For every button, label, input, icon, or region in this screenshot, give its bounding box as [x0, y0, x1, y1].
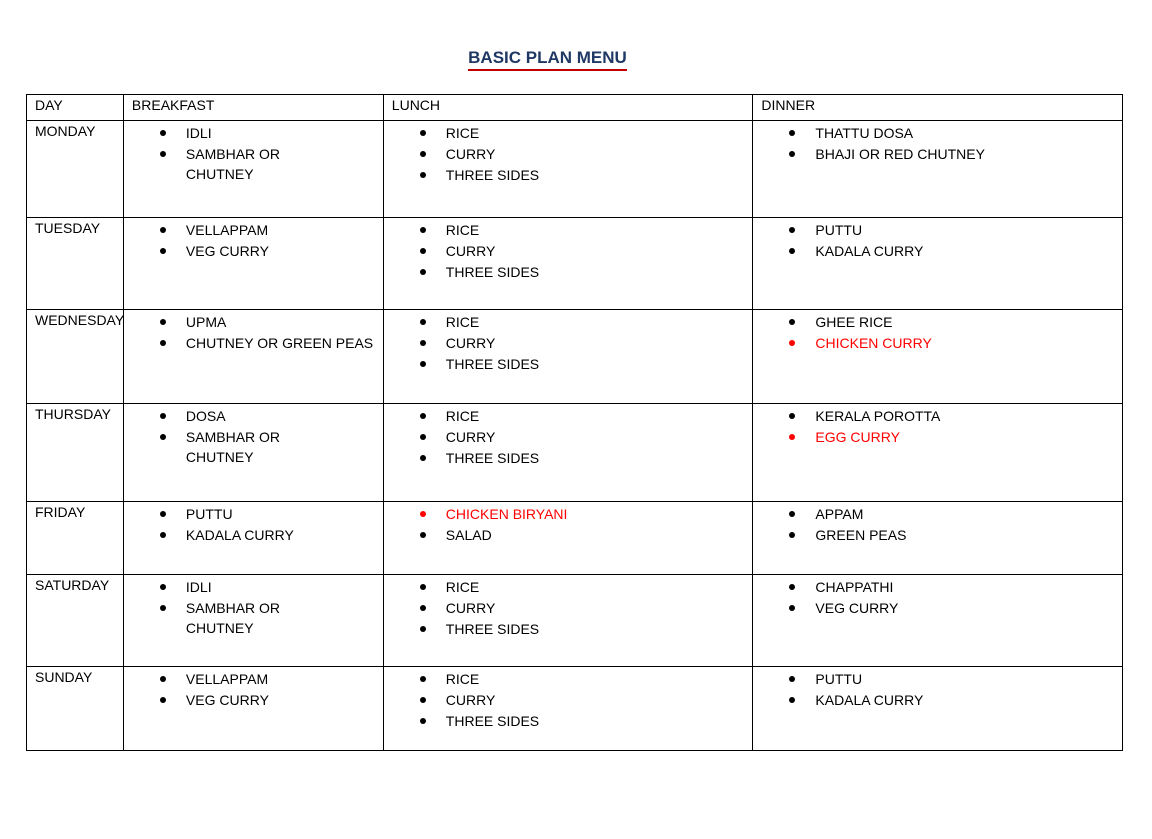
day-cell: FRIDAY — [27, 502, 124, 575]
list-item: BHAJI OR RED CHUTNEY — [815, 144, 1114, 164]
list-item-highlighted: CHICKEN BIRYANI — [446, 504, 745, 524]
list-item: CURRY — [446, 144, 745, 164]
list-item: CURRY — [446, 241, 745, 261]
dinner-cell — [753, 218, 1123, 310]
lunch-cell — [383, 404, 753, 502]
list-item: KERALA POROTTA — [815, 406, 1114, 426]
dinner-list — [761, 504, 1114, 545]
header-day: DAY — [27, 95, 124, 121]
list-item: THREE SIDES — [446, 354, 745, 374]
lunch-cell — [383, 121, 753, 218]
dinner-list — [761, 220, 1114, 261]
lunch-list — [392, 406, 745, 468]
dinner-list — [761, 577, 1114, 618]
list-item: VELLAPPAM — [186, 669, 306, 689]
page-title — [0, 48, 1095, 71]
breakfast-list — [132, 312, 375, 353]
breakfast-cell — [123, 575, 383, 667]
lunch-cell — [383, 218, 753, 310]
lunch-list — [392, 123, 745, 185]
list-item: THREE SIDES — [446, 619, 745, 639]
list-item: VEG CURRY — [186, 690, 306, 710]
list-item: THREE SIDES — [446, 262, 745, 282]
day-cell: TUESDAY — [27, 218, 124, 310]
list-item: DOSA — [186, 406, 306, 426]
list-item: RICE — [446, 669, 745, 689]
list-item: VELLAPPAM — [186, 220, 306, 240]
day-cell: THURSDAY — [27, 404, 124, 502]
list-item: THREE SIDES — [446, 165, 745, 185]
list-item: SAMBHAR OR CHUTNEY — [186, 144, 306, 184]
dinner-list — [761, 669, 1114, 710]
list-item: IDLI — [186, 577, 306, 597]
dinner-cell — [753, 310, 1123, 404]
list-item: APPAM — [815, 504, 1114, 524]
dinner-list — [761, 123, 1114, 164]
lunch-cell — [383, 667, 753, 751]
list-item: RICE — [446, 406, 745, 426]
list-item: RICE — [446, 577, 745, 597]
breakfast-cell — [123, 218, 383, 310]
list-item: RICE — [446, 123, 745, 143]
list-item: VEG CURRY — [186, 241, 306, 261]
list-item: SAMBHAR OR CHUTNEY — [186, 598, 306, 638]
list-item: RICE — [446, 220, 745, 240]
day-cell: MONDAY — [27, 121, 124, 218]
table-row — [27, 121, 1123, 218]
list-item: IDLI — [186, 123, 306, 143]
list-item: PUTTU — [815, 220, 1114, 240]
header-dinner: DINNER — [753, 95, 1123, 121]
list-item: KADALA CURRY — [815, 241, 1114, 261]
dinner-list — [761, 312, 1114, 353]
list-item: CURRY — [446, 598, 745, 618]
list-item: PUTTU — [815, 669, 1114, 689]
dinner-cell — [753, 121, 1123, 218]
dinner-list — [761, 406, 1114, 447]
dinner-cell — [753, 575, 1123, 667]
breakfast-list — [132, 577, 375, 638]
breakfast-list — [132, 669, 375, 710]
dinner-cell — [753, 404, 1123, 502]
list-item: THREE SIDES — [446, 711, 745, 731]
lunch-cell — [383, 310, 753, 404]
list-item: GREEN PEAS — [815, 525, 1114, 545]
lunch-list — [392, 577, 745, 639]
header-row — [27, 95, 1123, 121]
list-item: VEG CURRY — [815, 598, 1114, 618]
list-item: CURRY — [446, 427, 745, 447]
list-item: SAMBHAR OR CHUTNEY — [186, 427, 306, 467]
list-item: PUTTU — [186, 504, 306, 524]
list-item: KADALA CURRY — [186, 525, 336, 545]
table-row — [27, 575, 1123, 667]
list-item: UPMA — [186, 312, 306, 332]
list-item: CURRY — [446, 690, 745, 710]
list-item: RICE — [446, 312, 745, 332]
header-breakfast: BREAKFAST — [123, 95, 383, 121]
lunch-list — [392, 669, 745, 731]
list-item: KADALA CURRY — [815, 690, 1114, 710]
lunch-list — [392, 312, 745, 374]
table-row — [27, 404, 1123, 502]
list-item: GHEE RICE — [815, 312, 1114, 332]
dinner-cell — [753, 667, 1123, 751]
lunch-list — [392, 220, 745, 282]
list-item: CHUTNEY OR GREEN PEAS — [186, 333, 386, 353]
header-lunch: LUNCH — [383, 95, 753, 121]
breakfast-cell — [123, 404, 383, 502]
breakfast-cell — [123, 667, 383, 751]
page-title-text: BASIC PLAN MENU — [468, 48, 627, 71]
table-row — [27, 218, 1123, 310]
list-item-highlighted: CHICKEN CURRY — [815, 333, 1114, 353]
breakfast-cell — [123, 502, 383, 575]
breakfast-list — [132, 504, 375, 545]
breakfast-list — [132, 220, 375, 261]
day-cell: SUNDAY — [27, 667, 124, 751]
list-item: CURRY — [446, 333, 745, 353]
dinner-cell — [753, 502, 1123, 575]
list-item: THREE SIDES — [446, 448, 745, 468]
lunch-cell — [383, 575, 753, 667]
breakfast-cell — [123, 310, 383, 404]
lunch-cell — [383, 502, 753, 575]
table-row — [27, 667, 1123, 751]
breakfast-cell — [123, 121, 383, 218]
table-row — [27, 502, 1123, 575]
day-cell: WEDNESDAY — [27, 310, 124, 404]
list-item-highlighted: EGG CURRY — [815, 427, 1114, 447]
day-cell: SATURDAY — [27, 575, 124, 667]
list-item: THATTU DOSA — [815, 123, 1114, 143]
list-item: CHAPPATHI — [815, 577, 1114, 597]
breakfast-list — [132, 406, 375, 467]
lunch-list — [392, 504, 745, 545]
list-item: SALAD — [446, 525, 745, 545]
breakfast-list — [132, 123, 375, 184]
table-row — [27, 310, 1123, 404]
menu-table — [26, 94, 1123, 751]
